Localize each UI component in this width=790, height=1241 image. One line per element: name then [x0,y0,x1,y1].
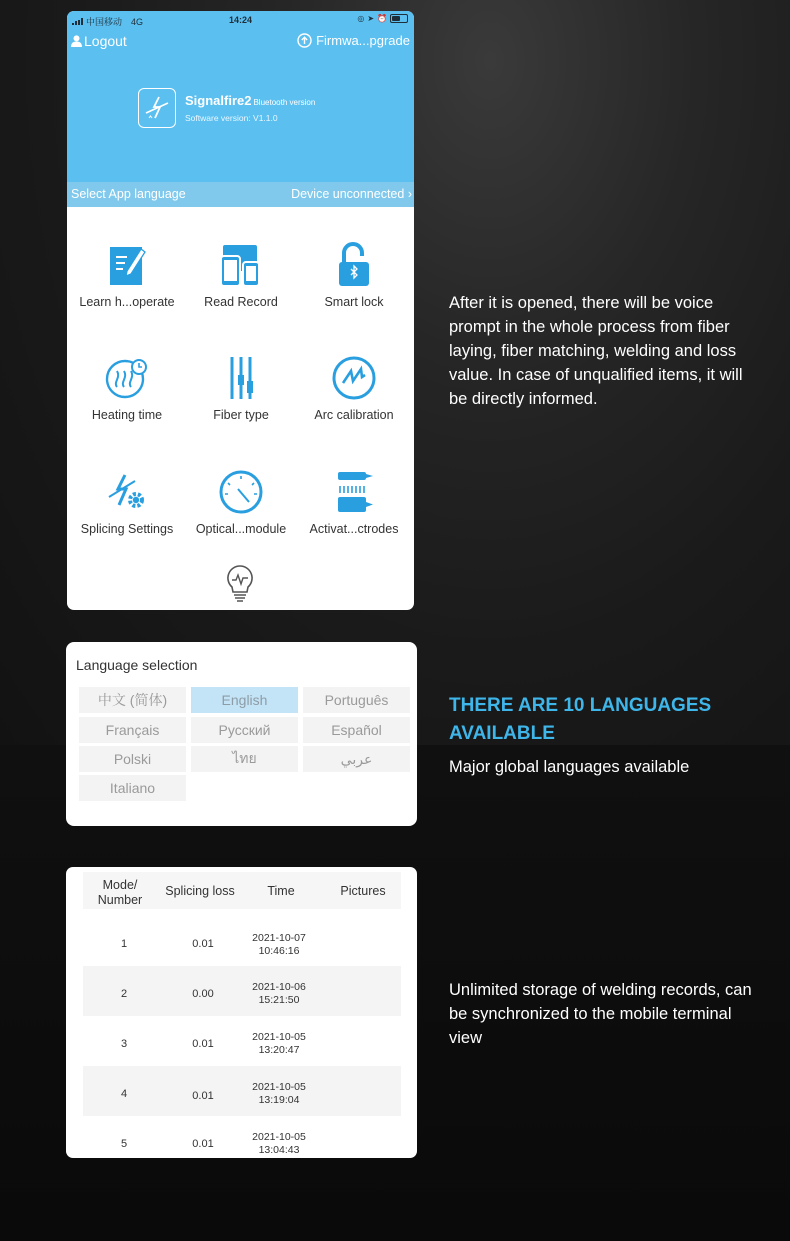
records-table-header [83,872,401,909]
menu-read-record[interactable] [183,240,299,309]
menu-label: Splicing Settings [80,522,174,536]
languages-heading: THERE ARE 10 LANGUAGES AVAILABLE [449,695,712,744]
carrier-label: 中国移动 [86,17,123,27]
user-icon [71,35,82,47]
languages-description: Major global languages available [449,758,690,776]
brand-logo-icon [138,88,176,128]
header-time: Time [267,884,295,898]
voice-prompt-description: After it is opened, there will be voice prompt in the whole process from fiber laying, fiber matching, welding and loss value. In case of unqualified items, it will be directly informed. [449,294,743,408]
brand-text [185,93,315,123]
menu-heating-time[interactable] [69,353,185,422]
navigation-icon: ➤ [367,14,375,23]
language-option-russian[interactable]: Русский [191,717,298,743]
record-clock: 10:46:16 [258,945,300,957]
status-bar [67,11,414,29]
record-loss: 0.01 [192,938,214,950]
menu-label: Activat...ctrodes [309,522,399,536]
heating-icon [104,356,150,400]
gauge-icon [218,469,264,515]
app-header [67,11,414,207]
device-status-link[interactable] [291,187,412,201]
location-icon: ◎ [357,14,365,23]
arc-icon [331,355,377,401]
header-pictures: Pictures [340,884,386,898]
status-right [357,14,408,23]
language-option-italian[interactable]: Italiano [79,775,186,801]
record-loss: 0.00 [192,988,214,1000]
table-row[interactable] [83,966,401,1016]
header-mode-number: Mode/ Number [97,878,143,907]
record-date: 2021-10-05 [252,1031,306,1043]
storage-description: Unlimited storage of welding records, can be synchronized to the mobile terminal view [449,981,752,1047]
menu-label: Fiber type [213,408,269,422]
record-number: 1 [120,938,128,950]
logout-button[interactable] [71,33,127,49]
lock-icon [336,242,372,288]
splicing-settings-icon [105,471,149,513]
record-loss: 0.01 [192,1090,214,1102]
menu-activate-electrodes[interactable] [296,467,412,536]
brand-name: Signalfire2 [185,93,252,108]
record-clock: 13:20:47 [258,1044,300,1056]
menu-label: Heating time [91,408,163,422]
record-time [241,1031,317,1057]
language-option-arabic[interactable]: عربي [303,746,410,772]
menu-label: Smart lock [324,295,384,309]
menu-optical-module[interactable] [183,467,299,536]
software-version: Software version: V1.1.0 [185,113,278,123]
menu-label: Read Record [204,295,278,309]
record-time [241,1081,317,1107]
alarm-icon: ⏰ [377,14,387,23]
menu-label: Arc calibration [314,408,394,422]
menu-label: Optical...module [195,522,287,536]
fiber-icon [221,355,261,401]
menu-arc-calibration[interactable] [296,353,412,422]
chevron-right-icon: › [407,187,412,201]
menu-smart-lock[interactable] [296,240,412,309]
table-row[interactable] [83,1066,401,1116]
menu-learn-operate[interactable] [69,240,185,309]
language-bar [67,182,414,207]
upload-icon [297,33,312,48]
brand-block [138,88,315,128]
brand-suffix: Bluetooth version [253,98,316,107]
record-time [241,1131,317,1157]
menu-label: Learn h...operate [79,295,175,309]
network-label: 4G [131,16,144,27]
logout-label: Logout [84,33,127,49]
record-clock: 13:19:04 [258,1094,300,1106]
record-number: 4 [120,1088,128,1100]
language-grid [79,687,410,804]
language-option-polish[interactable]: Polski [79,746,186,772]
record-time [241,932,317,958]
record-loss: 0.01 [192,1138,214,1150]
record-date: 2021-10-06 [252,981,306,993]
language-selection-title: Language selection [76,657,198,673]
select-app-language-link[interactable]: Select App language [71,187,186,201]
record-date: 2021-10-05 [252,1081,306,1093]
record-date: 2021-10-05 [252,1131,306,1143]
record-clock: 13:04:43 [258,1144,300,1156]
welding-records-card [66,867,417,1158]
bulb-icon[interactable] [225,564,255,609]
language-option-french[interactable]: Français [79,717,186,743]
electrode-icon [332,469,376,515]
header-splicing-loss: Splicing loss [165,884,235,898]
language-option-english[interactable]: English [191,687,298,713]
language-selection-card [66,642,417,826]
language-option-portuguese[interactable]: Português [303,687,410,713]
status-time: 14:24 [228,15,253,25]
phone-screen [67,11,414,610]
record-time [241,981,317,1007]
record-number: 5 [120,1138,128,1150]
language-option-chinese[interactable]: 中文 (简体) [79,687,186,713]
battery-icon [390,14,408,23]
record-number: 2 [120,988,128,1000]
menu-fiber-type[interactable] [183,353,299,422]
table-row[interactable] [83,1016,401,1066]
record-date: 2021-10-07 [252,932,306,944]
language-option-thai[interactable]: ไทย [191,746,298,772]
record-number: 3 [120,1038,128,1050]
table-row[interactable] [83,917,401,967]
menu-splicing-settings[interactable] [69,467,185,536]
devices-icon [218,243,264,287]
record-clock: 15:21:50 [258,994,300,1006]
learn-icon [107,243,147,287]
language-option-spanish[interactable]: Español [303,717,410,743]
record-loss: 0.01 [192,1038,214,1050]
table-row[interactable] [83,1116,401,1158]
device-status-label: Device unconnected [291,187,405,201]
firmware-upgrade-button[interactable] [297,33,410,48]
firmware-label: Firmwa...pgrade [316,33,410,48]
